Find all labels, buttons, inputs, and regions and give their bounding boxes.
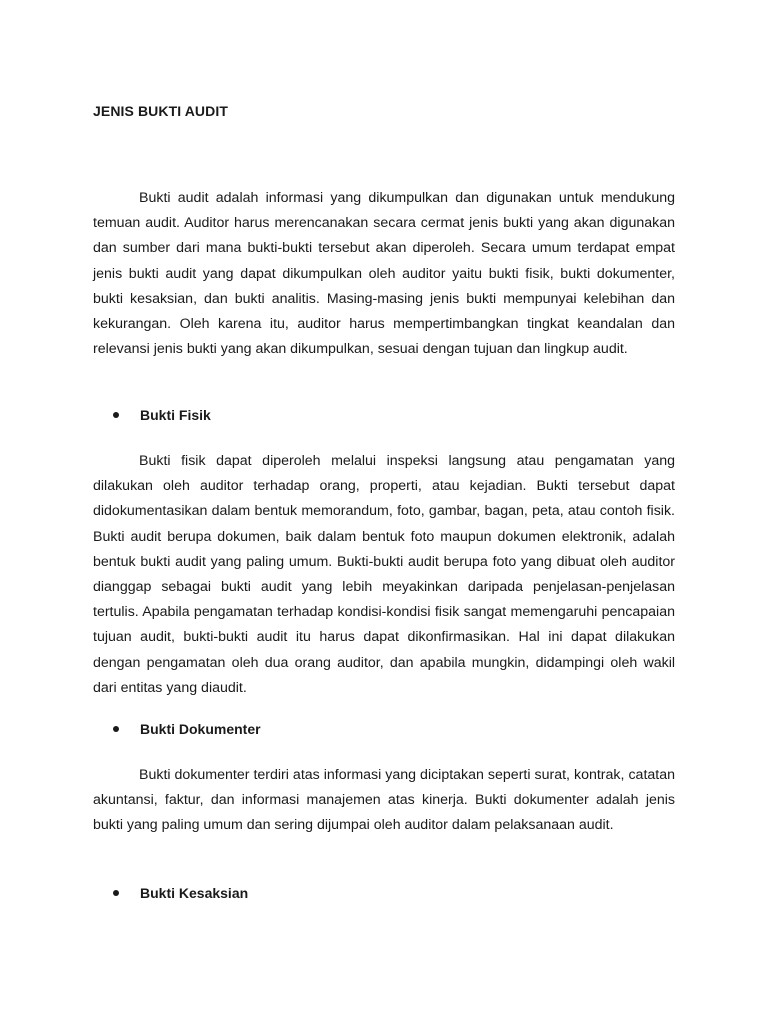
section-heading-bukti-kesaksian [113,885,248,901]
section-heading-label: Bukti Fisik [140,407,211,423]
section-heading-bukti-dokumenter [113,721,261,737]
section-heading-label: Bukti Kesaksian [140,885,249,901]
bullet-icon [113,726,119,732]
section-heading-bukti-fisik [113,407,211,423]
bullet-icon [113,890,119,896]
intro-paragraph: Bukti audit adalah informasi yang dikumpulkan dan digunakan untuk mendukung temuan audit. Auditor harus merencanakan secara cermat jenis bukti yang akan digunakan dan sumber dari mana bukti-bukti tersebut akan diperoleh. Secara umum terdapat empat jenis bukti audit yang dapat dikumpulkan oleh auditor yaitu bukti fisik, bukti dokumenter, bukti kesaksian, dan bukti analitis. Masing-masing jenis bukti mempunyai kelebihan dan kekurangan. Oleh karena itu, auditor harus mempertimbangkan tingkat keandalan dan relevansi jenis bukti yang akan dikumpulkan, sesuai dengan tujuan dan lingkup audit. [93,190,675,358]
section-heading-label: Bukti Dokumenter [140,721,261,737]
section-paragraph-bukti-fisik: Bukti fisik dapat diperoleh melalui inspeksi langsung atau pengamatan yang dilakukan oleh auditor terhadap orang, properti, atau kejadian. Bukti tersebut dapat didokumentasikan dalam bentuk memorandum, foto, gambar, bagan, peta, atau contoh fisik. Bukti audit berupa dokumen, baik dalam bentuk foto maupun dokumen elektronik, adalah bentuk bukti audit yang paling umum. Bukti-bukti audit berupa foto yang dibuat oleh auditor dianggap sebagai bukti audit yang lebih meyakinkan daripada penjelasan-penjelasan tertulis. Apabila pengamatan terhadap kondisi-kondisi fisik sangat memengaruhi pencapaian tujuan audit, bukti-bukti audit itu harus dapat dikonfirmasikan. Hal ini dapat dilakukan dengan pengamatan oleh dua orang auditor, dan apabila mungkin, didampingi oleh wakil dari entitas yang diaudit. [93,453,675,696]
document-title: JENIS BUKTI AUDIT [93,103,228,119]
bullet-icon [113,412,119,418]
section-paragraph-bukti-dokumenter: Bukti dokumenter terdiri atas informasi yang diciptakan seperti surat, kontrak, catatan akuntansi, faktur, dan informasi manajemen atas kinerja. Bukti dokumenter adalah jenis bukti yang paling umum dan sering dijumpai oleh auditor dalam pelaksanaan audit. [93,767,675,834]
